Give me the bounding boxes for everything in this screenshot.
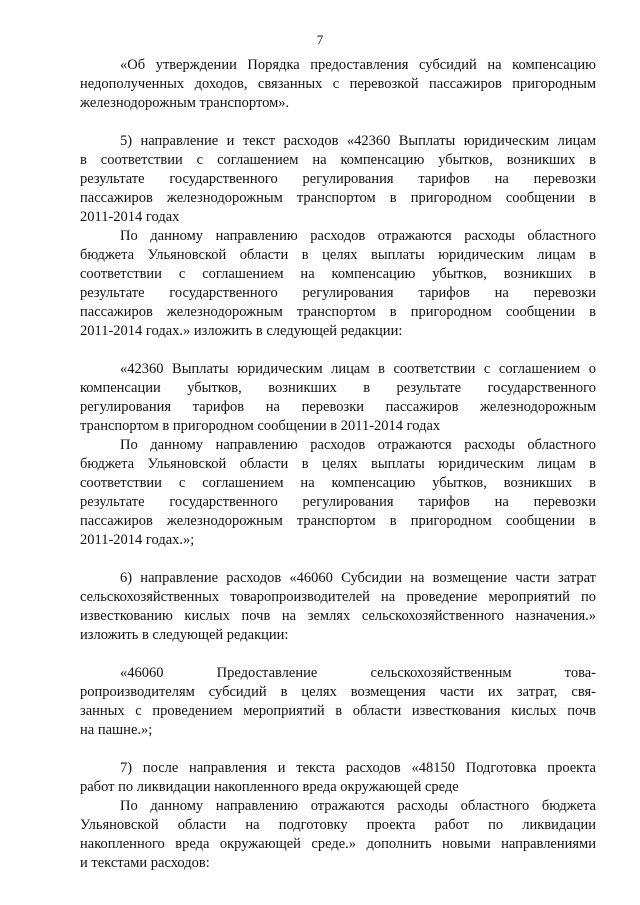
text-line: соответствии с соглашением на компенсацию убытков, возникших в — [80, 475, 596, 491]
text-line: По данному направлению расходов отражаются расходы областного — [120, 228, 596, 244]
text-line: бюджета Ульяновской области в целях выплаты юридическим лицам в — [80, 456, 596, 472]
text-line: ропроизводителям субсидий в целях возмещения части их затрат, свя- — [80, 684, 596, 700]
text-line: компенсации убытков, возникших в результате государственного — [80, 380, 596, 396]
text-line: 2011-2014 годах.»; — [80, 532, 195, 548]
text-line: «46060 Предоставление сельскохозяйственным това- — [120, 665, 596, 681]
paragraph-p6 — [80, 569, 596, 645]
text-line: результате государственного регулирования тарифов на перевозки — [80, 171, 596, 187]
text-line: изложить в следующей редакции: — [80, 627, 289, 643]
paragraph-p1 — [80, 56, 596, 113]
text-line: 2011-2014 годах.» изложить в следующей редакции: — [80, 323, 403, 339]
text-line: По данному направлению отражаются расходы областного бюджета — [120, 798, 596, 814]
text-line: 6) направление расходов «46060 Субсидии на возмещение части затрат — [120, 570, 596, 586]
text-line: в соответствии с соглашением на компенсацию убытков, возникших в — [80, 152, 596, 168]
text-line: Ульяновской области на подготовку проекта работ по ликвидации — [80, 817, 596, 833]
paragraph-p5 — [80, 436, 596, 550]
text-line: пассажиров железнодорожным транспортом в пригородном сообщении в — [80, 304, 596, 320]
paragraph-p8 — [80, 759, 596, 797]
text-line: По данному направлению расходов отражаются расходы областного — [120, 437, 596, 453]
text-line: накопленного вреда окружающей среде.» дополнить новыми направлениями — [80, 836, 596, 852]
text-line: транспортом в пригородном сообщении в 2011-2014 годах — [80, 418, 441, 434]
text-line: на пашне.»; — [80, 722, 153, 738]
text-line: 5) направление и текст расходов «42360 Выплаты юридическим лицам — [120, 133, 596, 149]
text-line: 7) после направления и текста расходов «48150 Подготовка проекта — [120, 760, 596, 776]
document-body — [80, 56, 596, 873]
text-line: бюджета Ульяновской области в целях выплаты юридическим лицам в — [80, 247, 596, 263]
text-line: работ по ликвидации накопленного вреда окружающей среде — [80, 779, 459, 795]
text-line: недополученных доходов, связанных с перевозкой пассажиров пригородным — [80, 76, 596, 92]
paragraph-p7 — [80, 664, 596, 740]
text-line: «42360 Выплаты юридическим лицам в соответствии с соглашением о — [120, 361, 596, 377]
text-line: «Об утверждении Порядка предоставления субсидий на компенсацию — [120, 57, 596, 73]
paragraph-p3 — [80, 227, 596, 341]
text-line: занных с проведением мероприятий в области известкования кислых почв — [80, 703, 596, 719]
text-line: известкованию кислых почв на землях сельскохозяйственного назначения.» — [80, 608, 596, 624]
text-line: результате государственного регулирования тарифов на перевозки — [80, 285, 596, 301]
page-number: 7 — [316, 32, 324, 47]
text-line: пассажиров железнодорожным транспортом в пригородном сообщении в — [80, 513, 596, 529]
paragraph-p9 — [80, 797, 596, 873]
text-line: регулирования тарифов на перевозки пассажиров железнодорожным — [80, 399, 596, 415]
text-line: результате государственного регулирования тарифов на перевозки — [80, 494, 596, 510]
text-line: сельскохозяйственных товаропроизводителей на проведение мероприятий по — [80, 589, 596, 605]
text-line: и текстами расходов: — [80, 855, 210, 871]
text-line: соответствии с соглашением на компенсацию убытков, возникших в — [80, 266, 596, 282]
paragraph-p4 — [80, 360, 596, 436]
text-line: железнодорожным транспортом». — [80, 95, 290, 111]
text-line: 2011-2014 годах — [80, 209, 180, 225]
text-line: пассажиров железнодорожным транспортом в пригородном сообщении в — [80, 190, 596, 206]
paragraph-p2 — [80, 132, 596, 227]
